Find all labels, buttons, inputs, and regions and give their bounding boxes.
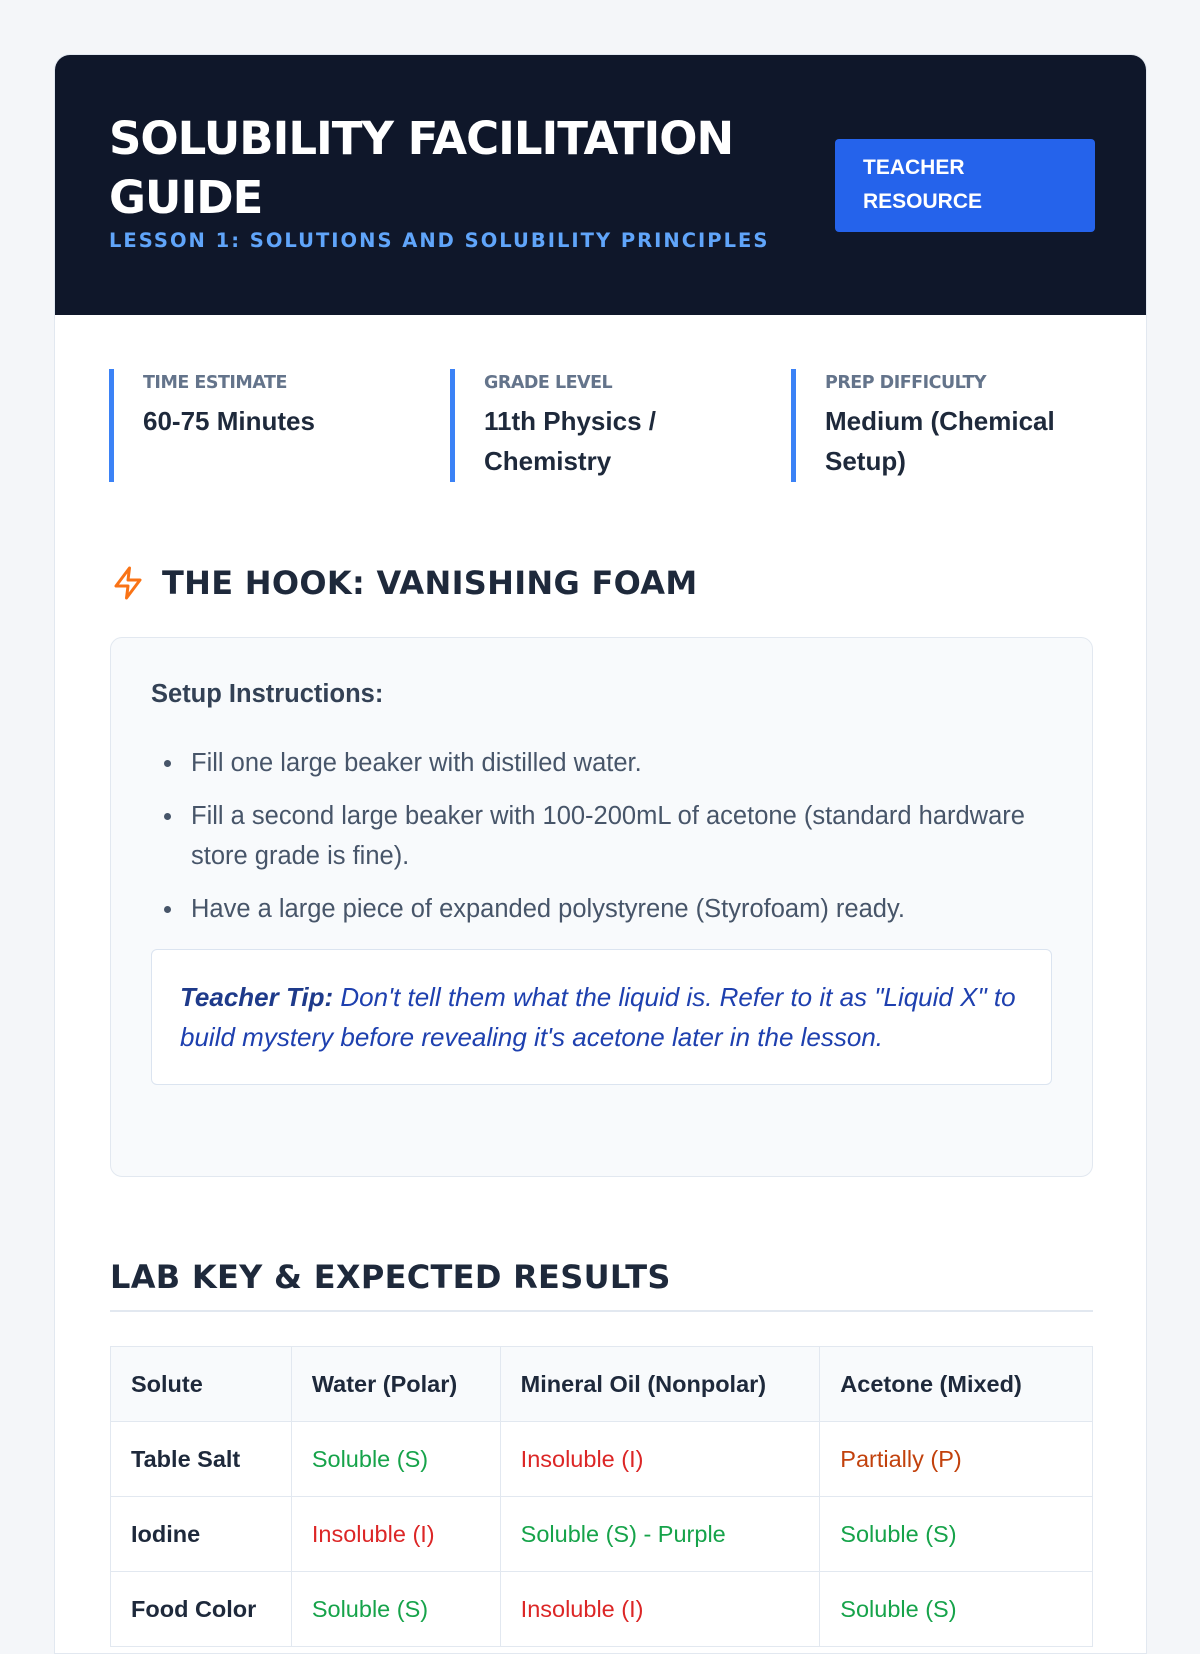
meta-label: PREP DIFFICULTY [825,373,987,393]
tip-label: Teacher Tip: [180,982,334,1012]
guide-card [54,54,1147,1654]
table-row [111,1572,1093,1647]
solute-cell: Iodine [111,1497,292,1572]
result-cell: Soluble (S) [291,1422,500,1497]
solute-cell: Table Salt [111,1422,292,1497]
setup-list [151,743,1052,929]
meta-label: TIME ESTIMATE [143,373,287,393]
meta-value: 60-75 Minutes [143,406,315,436]
result-cell: Soluble (S) [820,1572,1093,1647]
meta-grade-level [450,369,750,482]
result-cell: Partially (P) [820,1422,1093,1497]
list-item: Fill a second large beaker with 100-200mL of acetone (standard hardware store grade is fine). [151,796,1052,876]
hook-title: THE HOOK: VANISHING FOAM [162,564,698,602]
lab-results-table [110,1346,1093,1647]
lab-title: LAB KEY & EXPECTED RESULTS [110,1258,671,1296]
result-cell: Insoluble (I) [500,1572,820,1647]
list-item: Have a large piece of expanded polystyrene (Styrofoam) ready. [151,889,1052,929]
meta-value: Medium (Chemical Setup) [825,406,1055,476]
tip-text: Don't tell them what the liquid is. Refer to it as "Liquid X" to build mystery before revealing it's acetone later in the lesson. [180,982,1016,1052]
lab-heading [110,1258,1093,1312]
meta-label: GRADE LEVEL [484,373,613,393]
result-cell: Soluble (S) - Purple [500,1497,820,1572]
meta-time-estimate [109,369,409,482]
table-row [111,1497,1093,1572]
meta-value: 11th Physics / Chemistry [484,406,656,476]
column-header: Acetone (Mixed) [820,1347,1093,1422]
column-header: Water (Polar) [291,1347,500,1422]
table-header-row [111,1347,1093,1422]
result-cell: Insoluble (I) [291,1497,500,1572]
table-row [111,1422,1093,1497]
teacher-resource-badge: TEACHER RESOURCE [835,139,1095,232]
list-item: Fill one large beaker with distilled water. [151,743,1052,783]
meta-row [55,315,1146,575]
column-header: Mineral Oil (Nonpolar) [500,1347,820,1422]
hook-heading [110,563,698,603]
meta-prep-difficulty [791,369,1091,482]
page-title: SOLUBILITY FACILITATION GUIDE [109,112,734,224]
solute-cell: Food Color [111,1572,292,1647]
result-cell: Insoluble (I) [500,1422,820,1497]
guide-header [55,55,1146,315]
result-cell: Soluble (S) [291,1572,500,1647]
result-cell: Soluble (S) [820,1497,1093,1572]
hook-box [110,637,1093,1177]
teacher-tip [151,949,1052,1085]
lesson-subtitle: LESSON 1: SOLUTIONS AND SOLUBILITY PRINCIPLES [109,229,770,252]
lightning-icon [110,563,146,603]
column-header: Solute [111,1347,292,1422]
setup-title: Setup Instructions: [151,680,384,708]
